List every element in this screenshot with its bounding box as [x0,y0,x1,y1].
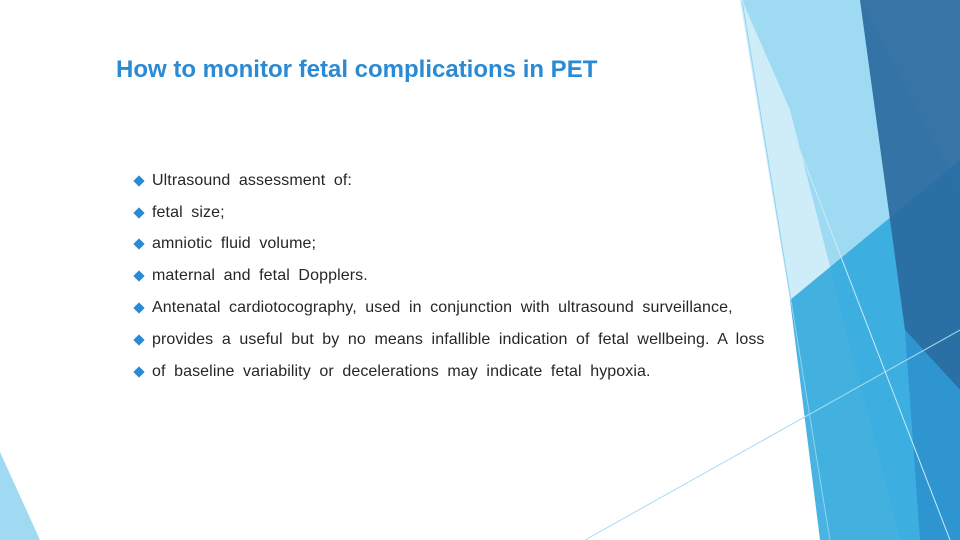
bullet-item [133,197,765,229]
bullet-item [133,324,765,356]
bullet-text: amniotic fluid volume; [152,235,317,253]
bullet-text: Antenatal cardiotocography, used in conjunction with ultrasound surveillance, [152,299,733,317]
diamond-bullet-icon [133,302,145,314]
bullet-item [133,356,765,388]
bullet-list [133,165,765,388]
diamond-bullet-icon [133,334,145,346]
bullet-item [133,260,765,292]
slide-title: How to monitor fetal complications in PET [116,56,598,83]
diamond-bullet-icon [133,366,145,378]
bullet-item [133,292,765,324]
diamond-bullet-icon [133,238,145,250]
diamond-bullet-icon [133,175,145,187]
bullet-text: fetal size; [152,203,225,221]
bullet-text: maternal and fetal Dopplers. [152,267,368,285]
left-corner-shape [0,452,40,540]
bullet-text: provides a useful but by no means infallible indication of fetal wellbeing. A loss [152,330,765,348]
diamond-bullet-icon [133,270,145,282]
bullet-item [133,229,765,261]
diamond-bullet-icon [133,207,145,219]
bullet-text: Ultrasound assessment of: [152,171,352,189]
bullet-item [133,165,765,197]
bullet-text: of baseline variability or decelerations may indicate fetal hypoxia. [152,362,651,380]
